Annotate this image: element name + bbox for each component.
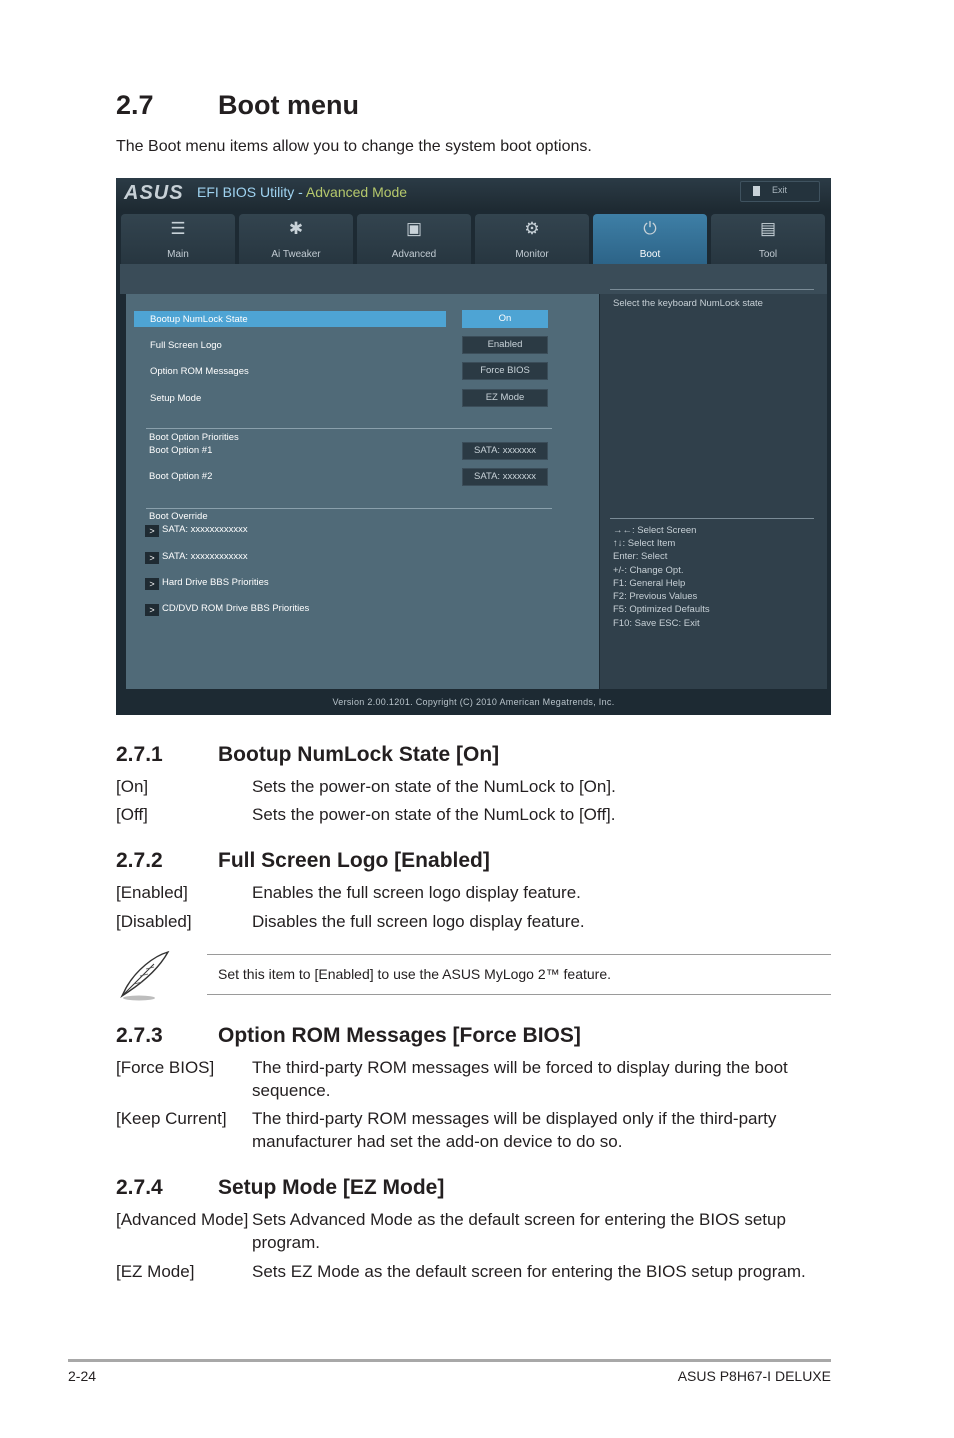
bios-title-bar [116,178,831,210]
exit-icon [753,186,760,196]
key-help-line: ↑↓: Select Item [613,538,676,549]
monitor-icon: ⚙ [524,219,540,238]
tool-icon: ▤ [759,219,777,238]
divider [146,428,552,429]
bios-app-title: EFI BIOS Utility - Advanced Mode [197,184,408,200]
tab-ai-tweaker[interactable]: ✱ Ai Tweaker [239,214,353,264]
footer-divider [68,1359,831,1362]
key-help-line: F10: Save ESC: Exit [613,618,700,629]
divider [146,508,552,509]
help-divider [610,289,814,290]
bios-item-numlock[interactable]: Bootup NumLock State [134,311,446,327]
bios-screenshot: ASUS EFI BIOS Utility - Advanced Mode Exit ☰ Main ✱ Ai Tweaker ▣ Advanced ⚙ Monitor ⏻ Boot ▤ Tool Bootup NumLock State On Full Screen Logo Enabled Option ROM Messages Force BIOS Setup Mode EZ Mode Boot Option Priorities Boot Option #1 SATA: xxxxxxx Boot Option #2 SATA: xxxxxxx Boot Override > SATA: xxxxxxxxxxxx > SATA: xxxxxxxxxxxx > Hard Drive BBS Priorities > CD/DVD ROM Drive BBS Priorities Select the keyboard NumLock state →←: Select Screen ↑↓: Select Item Enter: Select +/-: Change Opt. F1: General Help F2: Previous Values F5: Optimized Defaults F10: Save ESC: Exit Version 2.00.1201. Copyright (C) 2010 American Megatrends, Inc. [116,178,831,715]
key-help-line: +/-: Change Opt. [613,565,684,576]
section-title: Boot menu [218,90,359,120]
power-icon: ⏻ [643,219,657,238]
page-number: 2-24 [68,1368,97,1384]
submenu-arrow-icon: > [145,525,159,537]
advanced-icon: ▣ [405,219,423,238]
option-row: [Off] Sets the power-on state of the NumLock to [Off]. [116,805,616,824]
subsection-heading-272: 2.7.2 Full Screen Logo [Enabled] [116,849,490,872]
tab-monitor[interactable]: ⚙ Monitor [475,214,589,264]
product-name: ASUS P8H67-I DELUXE [677,1368,831,1384]
option-row: [Force BIOS] The third-party ROM messages will be forced to display during the boot sequence. [116,1058,788,1100]
option-row: [On] Sets the power-on state of the NumLock to [On]. [116,777,616,796]
note-divider [207,994,831,995]
submenu-arrow-icon: > [145,604,159,616]
cddvd-bbs-priorities[interactable]: CD/DVD ROM Drive BBS Priorities [162,603,310,614]
note-pen-icon [114,948,174,1004]
bios-value-boot-option-1[interactable]: SATA: xxxxxxx [462,442,548,460]
subsection-heading-271: 2.7.1 Bootup NumLock State [On] [116,743,500,766]
tab-boot[interactable]: ⏻ Boot [593,214,707,264]
bios-help-panel [600,294,827,689]
override-sata-1[interactable]: SATA: xxxxxxxxxxxx [162,524,248,535]
exit-button[interactable]: Exit [740,181,820,202]
subsection-heading-273: 2.7.3 Option ROM Messages [Force BIOS] [116,1024,581,1047]
submenu-arrow-icon: > [145,552,159,564]
bios-value-option-rom[interactable]: Force BIOS [462,362,548,380]
bios-value-full-screen-logo[interactable]: Enabled [462,336,548,354]
option-row: [Advanced Mode] Sets Advanced Mode as the default screen for entering the BIOS setup program. [116,1210,786,1252]
asus-logo: ASUS [124,182,184,204]
option-row: [Keep Current] The third-party ROM messages will be displayed only if the third-party manufacturer had set the add-on device to do so. [116,1109,777,1151]
key-help-line: F1: General Help [613,578,686,589]
bios-item-boot-option-1[interactable]: Boot Option #1 [149,445,213,456]
key-help-line: F2: Previous Values [613,591,698,602]
option-row: [Disabled] Disables the full screen logo display feature. [116,912,585,931]
bios-item-boot-option-2[interactable]: Boot Option #2 [149,471,213,482]
tab-main[interactable]: ☰ Main [121,214,235,264]
bios-value-numlock[interactable]: On [462,310,548,328]
list-icon: ☰ [170,219,186,238]
key-help-line: F5: Optimized Defaults [613,604,710,615]
bios-value-boot-option-2[interactable]: SATA: xxxxxxx [462,468,548,486]
boot-priorities-header: Boot Option Priorities [149,432,239,443]
note-divider [207,954,831,955]
subsection-heading-274: 2.7.4 Setup Mode [EZ Mode] [116,1176,445,1199]
bios-value-setup-mode[interactable]: EZ Mode [462,389,548,407]
boot-override-header: Boot Override [149,511,208,522]
help-text: Select the keyboard NumLock state [613,298,763,309]
submenu-arrow-icon: > [145,578,159,590]
note-text: Set this item to [Enabled] to use the ASUS MyLogo 2™ feature. [218,966,611,982]
option-row: [EZ Mode] Sets EZ Mode as the default screen for entering the BIOS setup program. [116,1262,806,1281]
bios-version-footer: Version 2.00.1201. Copyright (C) 2010 American Megatrends, Inc. [332,697,615,707]
option-row: [Enabled] Enables the full screen logo display feature. [116,883,581,902]
key-help-line: Enter: Select [613,551,668,562]
key-help-line: →←: Select Screen [613,525,697,536]
tab-tool[interactable]: ▤ Tool [711,214,825,264]
section-number: 2.7 [116,90,154,120]
override-sata-2[interactable]: SATA: xxxxxxxxxxxx [162,551,248,562]
section-heading [116,90,359,121]
intro-text: The Boot menu items allow you to change the system boot options. [116,138,592,155]
tweaker-icon: ✱ [288,219,304,238]
tab-advanced[interactable]: ▣ Advanced [357,214,471,264]
hdd-bbs-priorities[interactable]: Hard Drive BBS Priorities [162,577,269,588]
help-divider [610,518,814,519]
